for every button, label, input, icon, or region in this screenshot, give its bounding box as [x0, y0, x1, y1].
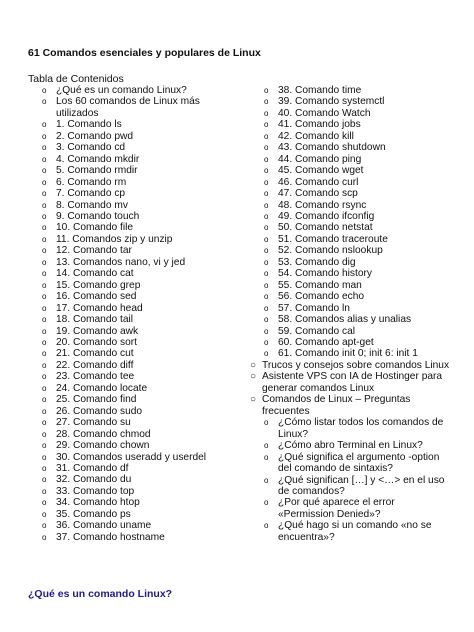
- toc-link[interactable]: o 22. Comando diff: [42, 359, 134, 371]
- toc-link[interactable]: o 8. Comando mv: [42, 199, 128, 211]
- hollow-bullet-icon: o: [42, 177, 47, 187]
- toc-link[interactable]: o 47. Comando scp: [264, 188, 358, 200]
- hollow-bullet-icon: o: [42, 383, 47, 393]
- toc-link-faq-item[interactable]: o ¿Qué hago si un comando «no se encuentra»?: [264, 520, 432, 543]
- hollow-bullet-icon: o: [264, 177, 269, 187]
- hollow-bullet-icon: o: [42, 509, 47, 519]
- toc-link[interactable]: o 24. Comando locate: [42, 382, 148, 394]
- hollow-bullet-icon: o: [264, 200, 269, 210]
- toc-link[interactable]: o 10. Comando file: [42, 222, 134, 234]
- toc-link[interactable]: o 46. Comando curl: [264, 176, 359, 188]
- hollow-bullet-icon: o: [264, 315, 269, 325]
- filled-bullet-icon: ○: [250, 360, 257, 371]
- section-heading: ¿Qué es un comando Linux?: [28, 588, 173, 600]
- hollow-bullet-icon: o: [264, 280, 269, 290]
- hollow-bullet-icon: o: [42, 315, 47, 325]
- toc-link[interactable]: o 61. Comando init 0; init 6: init 1: [264, 348, 418, 360]
- toc-link[interactable]: o 56. Comando echo: [264, 291, 365, 303]
- toc-link[interactable]: o 55. Comando man: [264, 279, 362, 291]
- toc-link[interactable]: o 18. Comando tail: [42, 314, 134, 326]
- toc-link[interactable]: o 35. Comando ps: [42, 508, 131, 520]
- hollow-bullet-icon: o: [42, 86, 47, 95]
- hollow-bullet-icon: o: [264, 292, 269, 302]
- hollow-bullet-icon: o: [42, 452, 47, 462]
- toc-link[interactable]: o 34. Comando htop: [42, 497, 140, 509]
- filled-bullet-icon: ○: [250, 394, 257, 406]
- toc-link[interactable]: o 19. Comando awk: [42, 325, 139, 337]
- hollow-bullet-icon: o: [42, 269, 47, 279]
- hollow-bullet-icon: o: [264, 475, 269, 485]
- hollow-bullet-icon: o: [42, 337, 47, 347]
- hollow-bullet-icon: o: [42, 441, 47, 451]
- toc-link[interactable]: o 58. Comandos alias y unalias: [264, 314, 412, 326]
- toc-link[interactable]: o 44. Comando ping: [264, 153, 362, 165]
- toc-link[interactable]: o 32. Comando du: [42, 474, 132, 486]
- hollow-bullet-icon: o: [42, 211, 47, 221]
- hollow-bullet-icon: o: [42, 372, 47, 382]
- toc-link[interactable]: o 9. Comando touch: [42, 210, 140, 222]
- hollow-bullet-icon: o: [42, 498, 47, 508]
- hollow-bullet-icon: o: [42, 486, 47, 496]
- toc-link[interactable]: o 29. Comando chown: [42, 440, 150, 452]
- toc-link-faq-item[interactable]: o ¿Qué significa el argumento -option del comando de sintaxis?: [264, 451, 440, 475]
- hollow-bullet-icon: o: [264, 452, 269, 462]
- toc-link[interactable]: o 1. Comando ls: [42, 119, 122, 131]
- hollow-bullet-icon: o: [42, 326, 47, 336]
- document-title: 61 Comandos esenciales y populares de Linux: [28, 47, 261, 59]
- toc-link[interactable]: o 42. Comando kill: [264, 130, 354, 142]
- hollow-bullet-icon: o: [264, 246, 269, 256]
- toc-link[interactable]: o 39. Comando systemctl: [264, 96, 385, 108]
- toc-link[interactable]: o 37. Comando hostname: [42, 531, 165, 543]
- hollow-bullet-icon: o: [264, 166, 269, 176]
- hollow-bullet-icon: o: [264, 498, 269, 508]
- hollow-bullet-icon: o: [264, 108, 269, 118]
- toc-link[interactable]: o 26. Comando sudo: [42, 405, 143, 417]
- hollow-bullet-icon: o: [42, 292, 47, 302]
- filled-bullet-icon: ○: [250, 371, 257, 383]
- toc-link-faq-item[interactable]: o ¿Cómo listar todos los comandos de Linux?: [264, 417, 444, 440]
- hollow-bullet-icon: o: [42, 395, 47, 405]
- toc-link[interactable]: o 51. Comando traceroute: [264, 233, 388, 245]
- toc-link-faq[interactable]: ○ Comandos de Linux – Preguntas frecuentes o ¿Cómo listar todos los comandos de Linux? o ¿Cómo abro Terminal en Linux? o ¿Qué significa el argumento -option del comando de sintaxis? o ¿Qué significan […] y <…> en el uso de comandos? o ¿Por qué aparece el error «Permission Denied»? o ¿Qué hago si un comando «no se encuentra»?: [262, 394, 452, 543]
- toc-left-column: [42, 85, 246, 543]
- toc-link[interactable]: o 53. Comando dig: [264, 256, 356, 268]
- toc-link[interactable]: o 27. Comando su: [42, 417, 131, 429]
- toc-link[interactable]: o 49. Comando ifconfig: [264, 210, 375, 222]
- hollow-bullet-icon: o: [264, 97, 269, 107]
- hollow-bullet-icon: o: [264, 223, 269, 233]
- hollow-bullet-icon: o: [264, 441, 269, 451]
- toc-link[interactable]: o 5. Comando rmdir: [42, 165, 138, 177]
- hollow-bullet-icon: o: [264, 257, 269, 267]
- toc-link[interactable]: o 23. Comando tee: [42, 371, 135, 383]
- hollow-bullet-icon: o: [42, 360, 47, 370]
- toc-link[interactable]: o 20. Comando sort: [42, 336, 137, 348]
- hollow-bullet-icon: o: [264, 303, 269, 313]
- hollow-bullet-icon: o: [42, 166, 47, 176]
- toc-link[interactable]: o 2. Comando pwd: [42, 130, 134, 142]
- toc-link[interactable]: o 38. Comando time: [264, 85, 362, 96]
- hollow-bullet-icon: o: [264, 211, 269, 221]
- toc-link[interactable]: o 17. Comando head: [42, 302, 143, 314]
- hollow-bullet-icon: o: [42, 246, 47, 256]
- hollow-bullet-icon: o: [42, 280, 47, 290]
- toc-link[interactable]: o 30. Comandos useradd y userdel: [42, 451, 207, 463]
- hollow-bullet-icon: o: [264, 86, 269, 95]
- toc-link[interactable]: o 59. Comando cal: [264, 325, 356, 337]
- toc-link[interactable]: o 41. Comando jobs: [264, 119, 361, 131]
- hollow-bullet-icon: o: [42, 200, 47, 210]
- hollow-bullet-icon: o: [42, 131, 47, 141]
- hollow-bullet-icon: o: [264, 154, 269, 164]
- hollow-bullet-icon: o: [264, 143, 269, 153]
- toc-link[interactable]: o 7. Comando cp: [42, 188, 126, 200]
- toc-link-vps-assistant[interactable]: ○ Asistente VPS con IA de Hostinger para generar comandos Linux: [250, 371, 443, 394]
- hollow-bullet-icon: o: [42, 223, 47, 233]
- toc-link-what-is[interactable]: o ¿Qué es un comando Linux?: [42, 85, 187, 96]
- hollow-bullet-icon: o: [42, 303, 47, 313]
- toc-link[interactable]: o 57. Comando ln: [264, 302, 350, 314]
- toc-right-column: [264, 85, 448, 360]
- toc-faq-list: [262, 417, 452, 543]
- toc-link-faq-item[interactable]: o ¿Por qué aparece el error «Permission Denied»?: [264, 497, 395, 520]
- hollow-bullet-icon: o: [42, 189, 47, 199]
- hollow-bullet-icon: o: [42, 532, 47, 542]
- hollow-bullet-icon: o: [42, 429, 47, 439]
- toc-link[interactable]: o 25. Comando find: [42, 394, 137, 406]
- hollow-bullet-icon: o: [42, 97, 47, 107]
- toc-link[interactable]: o 14. Comando cat: [42, 268, 134, 280]
- hollow-bullet-icon: o: [264, 349, 269, 359]
- toc-link[interactable]: o 36. Comando uname: [42, 520, 152, 532]
- toc-link[interactable]: o 6. Comando rm: [42, 176, 127, 188]
- toc-link[interactable]: o 40. Comando Watch: [264, 107, 371, 119]
- toc-link[interactable]: o 11. Comandos zip y unzip: [42, 233, 173, 245]
- toc-link-60-commands[interactable]: o Los 60 comandos de Linux más utilizados: [42, 96, 200, 119]
- toc-link[interactable]: o 15. Comando grep: [42, 279, 141, 291]
- toc-link[interactable]: o 60. Comando apt-get: [264, 336, 374, 348]
- hollow-bullet-icon: o: [42, 257, 47, 267]
- toc-link[interactable]: o 54. Comando history: [264, 268, 373, 280]
- toc-link-faq-item[interactable]: o ¿Cómo abro Terminal en Linux?: [264, 440, 423, 452]
- hollow-bullet-icon: o: [42, 154, 47, 164]
- toc-link[interactable]: o 52. Comando nslookup: [264, 245, 383, 257]
- toc-link[interactable]: o 43. Comando shutdown: [264, 142, 386, 154]
- toc-link[interactable]: o 16. Comando sed: [42, 291, 137, 303]
- toc-link[interactable]: o 45. Comando wget: [264, 165, 364, 177]
- hollow-bullet-icon: o: [264, 337, 269, 347]
- hollow-bullet-icon: o: [42, 143, 47, 153]
- hollow-bullet-icon: o: [264, 418, 269, 428]
- toc-heading: Tabla de Contenidos: [28, 73, 124, 85]
- hollow-bullet-icon: o: [42, 349, 47, 359]
- toc-link[interactable]: o 13. Comandos nano, vi y jed: [42, 256, 186, 268]
- hollow-bullet-icon: o: [42, 521, 47, 531]
- hollow-bullet-icon: o: [42, 120, 47, 130]
- toc-link[interactable]: o 4. Comando mkdir: [42, 153, 140, 165]
- hollow-bullet-icon: o: [264, 120, 269, 130]
- toc-link[interactable]: o 48. Comando rsync: [264, 199, 367, 211]
- hollow-bullet-icon: o: [264, 189, 269, 199]
- hollow-bullet-icon: o: [264, 269, 269, 279]
- hollow-bullet-icon: o: [264, 326, 269, 336]
- hollow-bullet-icon: o: [42, 475, 47, 485]
- toc-link[interactable]: o 12. Comando tar: [42, 245, 132, 257]
- toc-link[interactable]: o 21. Comando cut: [42, 348, 134, 360]
- hollow-bullet-icon: o: [42, 234, 47, 244]
- hollow-bullet-icon: o: [42, 463, 47, 473]
- hollow-bullet-icon: o: [264, 234, 269, 244]
- toc-link-faq-item[interactable]: o ¿Qué significan […] y <…> en el uso de comandos?: [264, 474, 445, 497]
- toc-link[interactable]: o 33. Comando top: [42, 485, 135, 497]
- hollow-bullet-icon: o: [264, 521, 269, 531]
- toc-link-tips[interactable]: ○ Trucos y consejos sobre comandos Linux: [250, 360, 450, 371]
- toc-link[interactable]: o 3. Comando cd: [42, 142, 126, 154]
- hollow-bullet-icon: o: [42, 406, 47, 416]
- toc-link[interactable]: o 28. Comando chmod: [42, 428, 151, 440]
- hollow-bullet-icon: o: [264, 131, 269, 141]
- toc-link[interactable]: o 50. Comando netstat: [264, 222, 373, 234]
- toc-top-level-list: [250, 360, 452, 543]
- toc-link[interactable]: o 31. Comando df: [42, 462, 129, 474]
- hollow-bullet-icon: o: [42, 418, 47, 428]
